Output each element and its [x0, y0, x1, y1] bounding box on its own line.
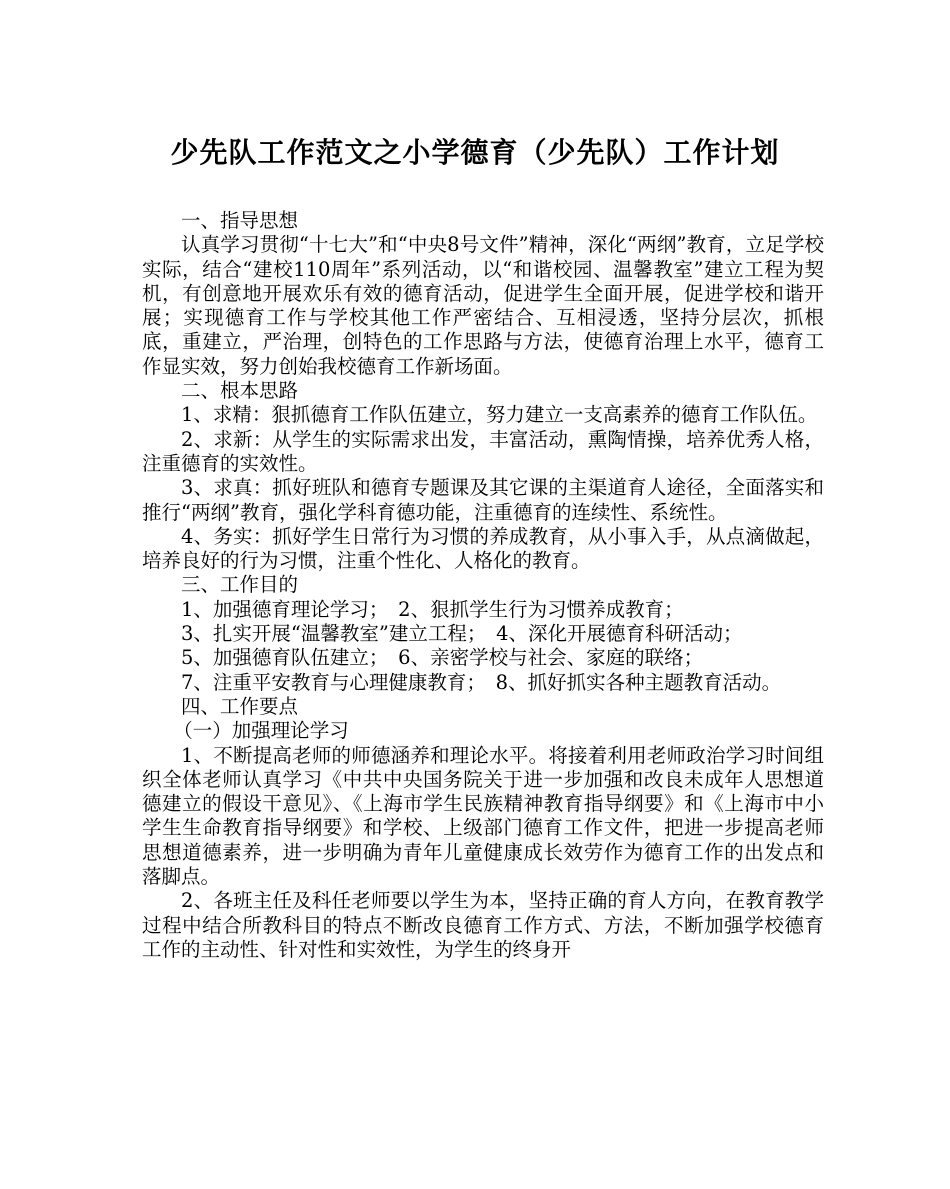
paragraph-theory-1: 1、不断提高老师的师德涵养和理论水平。将接着利用老师政治学习时间组织全体老师认真学习《中共中央国务院关于进一步加强和改良未成年人思想道德建立的假设干意见》、《上海市学生民族精神教育指导纲要》和《上海市中小学生生命教育指导纲要》和学校、上级部门德育工作文件，把进一步提高老师思想道德素养，进一步明确为青年儿童健康成长效劳作为德育工作的出发点和落脚点。	[142, 743, 824, 889]
goal-line-3: 5、加强德育队伍建立； 6、亲密学校与社会、家庭的联络；	[181, 646, 704, 670]
section-heading-guiding-ideology: 一、指导思想	[181, 209, 299, 232]
paragraph-approach-2: 2、求新：从学生的实际需求出发，丰富活动，熏陶情操，培养优秀人格，注重德育的实效性。	[142, 427, 824, 475]
goal-line-1: 1、加强德育理论学习； 2、狠抓学生行为习惯养成教育；	[181, 597, 684, 621]
goal-line-2: 3、扎实开展“温馨教室”建立工程； 4、深化开展德育科研活动；	[181, 622, 743, 646]
section-heading-work-points: 四、工作要点	[181, 694, 299, 718]
section-heading-basic-approach: 二、根本思路	[181, 379, 299, 403]
goal-line-4: 7、注重平安教育与心理健康教育； 8、抓好抓实各种主题教育活动。	[181, 670, 782, 694]
document-title: 少先队工作范文之小学德育（少先队）工作计划	[170, 136, 780, 169]
paragraph-theory-2: 2、各班主任及科任老师要以学生为本，坚持正确的育人方向，在教育教学过程中结合所教科目的特点不断改良德育工作方式、方法，不断加强学校德育工作的主动性、针对性和实效性，为学生的终身开	[142, 889, 824, 961]
paragraph-approach-3: 3、求真：抓好班队和德育专题课及其它课的主渠道育人途径，全面落实和推行“两纲”教育，强化学科育德功能，注重德育的连续性、系统性。	[142, 476, 824, 524]
subsection-heading-theory-study: （一）加强理论学习	[173, 719, 349, 743]
section-heading-work-goals: 三、工作目的	[181, 573, 299, 597]
paragraph-approach-4: 4、务实：抓好学生日常行为习惯的养成教育，从小事入手，从点滴做起，培养良好的行为习惯，注重个性化、人格化的教育。	[142, 524, 824, 573]
document-body	[142, 209, 824, 962]
paragraph-approach-1: 1、求精：狠抓德育工作队伍建立，努力建立一支高素养的德育工作队伍。	[181, 403, 818, 427]
paragraph-guiding-ideology: 认真学习贯彻“十七大”和“中央8号文件”精神，深化“两纲”教育，立足学校实际，结合“建校110周年”系列活动，以“和谐校园、温馨教室”建立工程为契机，有创意地开展欢乐有效的德育活动，促进学生全面开展，促进学校和谐开展；实现德育工作与学校其他工作严密结合、互相浸透，坚持分层次，抓根底，重建立，严治理，创特色的工作思路与方法，使德育治理上水平，德育工作显实效，努力创始我校德育工作新场面。	[142, 233, 824, 378]
